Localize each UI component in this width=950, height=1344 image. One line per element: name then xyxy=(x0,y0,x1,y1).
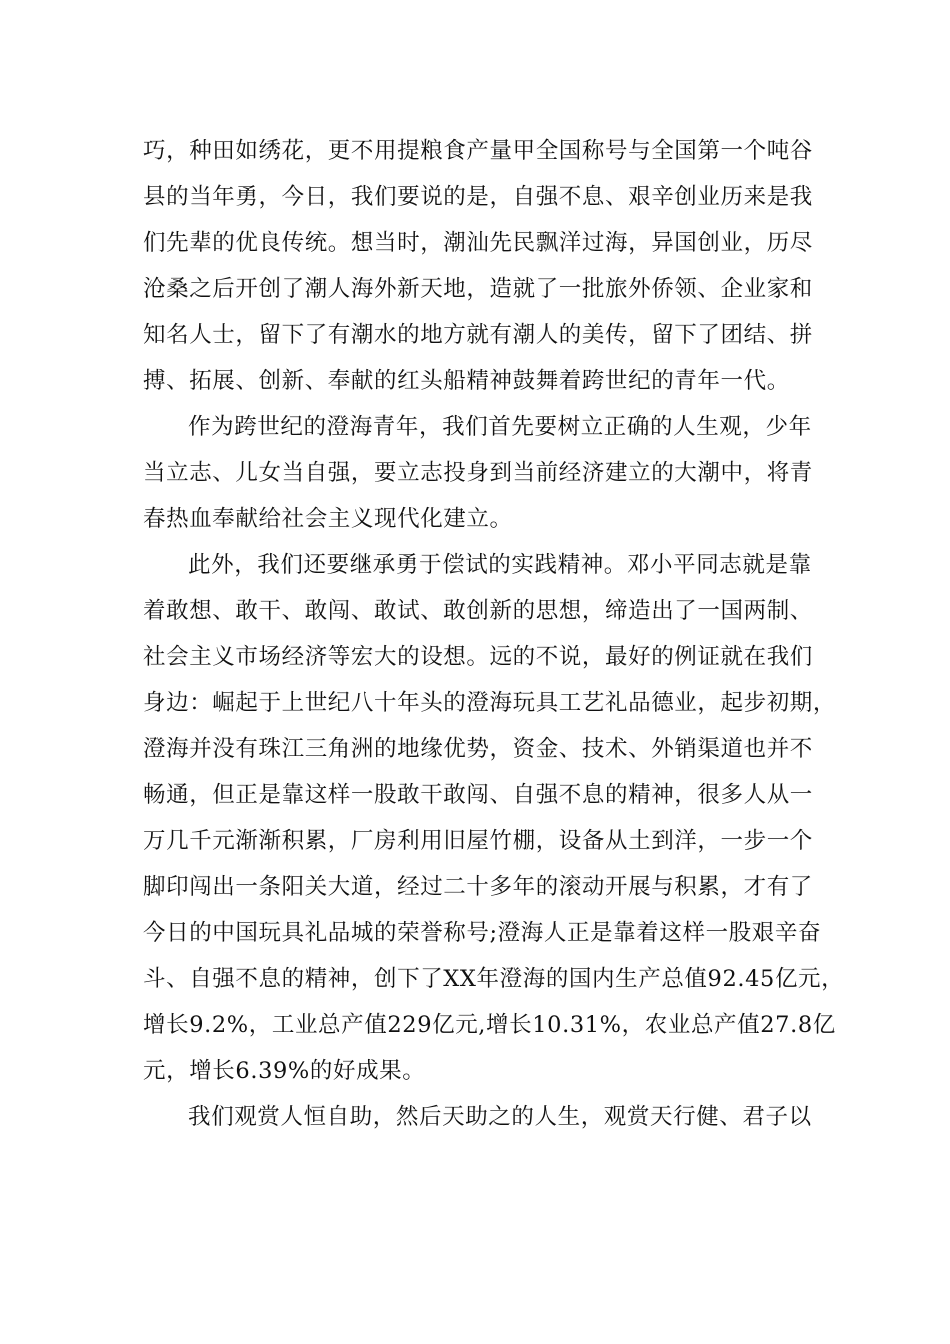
text-line: 今日的中国玩具礼品城的荣誉称号;澄海人正是靠着这样一股艰辛奋 xyxy=(143,920,822,946)
text-line: 县的当年勇，今日，我们要说的是，自强不息、艰辛创业历来是我 xyxy=(143,184,813,210)
paragraph-1 xyxy=(143,128,823,404)
paragraph-3 xyxy=(143,542,845,1094)
text-line: 当立志、儿女当自强，要立志投身到当前经济建立的大潮中，将青 xyxy=(143,460,813,486)
text-line: 万几千元渐渐积累，厂房利用旧屋竹棚，设备从土到洋，一步一个 xyxy=(143,828,813,854)
text-line: 们先辈的优良传统。想当时，潮汕先民飘洋过海，异国创业，历尽 xyxy=(143,230,813,256)
text-line: 澄海并没有珠江三角洲的地缘优势，资金、技术、外销渠道也并不 xyxy=(143,736,813,762)
text-line: 知名人士，留下了有潮水的地方就有潮人的美传，留下了团结、拼 xyxy=(143,322,813,348)
text-line: 元，增长6.39%的好成果。 xyxy=(143,1058,426,1084)
text-line: 增长9.2%，工业总产值229亿元,增长10.31%，农业总产值27.8亿 xyxy=(143,1012,836,1038)
paragraph-2 xyxy=(143,404,823,542)
text-line: 巧，种田如绣花，更不用提粮食产量甲全国称号与全国第一个吨谷 xyxy=(143,138,813,164)
text-line: 此外，我们还要继承勇于偿试的实践精神。邓小平同志就是靠 xyxy=(188,552,812,578)
paragraph-4 xyxy=(143,1094,823,1140)
text-line: 沧桑之后开创了潮人海外新天地，造就了一批旅外侨领、企业家和 xyxy=(143,276,813,302)
text-line: 社会主义市场经济等宏大的设想。远的不说，最好的例证就在我们 xyxy=(143,644,813,670)
text-line: 斗、自强不息的精神，创下了XX年澄海的国内生产总值92.45亿元， xyxy=(143,966,845,992)
text-line: 搏、拓展、创新、奉献的红头船精神鼓舞着跨世纪的青年一代。 xyxy=(143,368,790,394)
text-line: 作为跨世纪的澄海青年，我们首先要树立正确的人生观，少年 xyxy=(188,414,812,440)
text-line: 身边：崛起于上世纪八十年头的澄海玩具工艺礼品德业，起步初期， xyxy=(143,690,837,716)
text-line: 我们观赏人恒自助，然后天助之的人生，观赏天行健、君子以 xyxy=(188,1104,812,1130)
text-line: 春热血奉献给社会主义现代化建立。 xyxy=(143,506,513,532)
text-line: 着敢想、敢干、敢闯、敢试、敢创新的思想，缔造出了一国两制、 xyxy=(143,598,813,624)
body-text xyxy=(143,128,845,1140)
text-line: 脚印闯出一条阳关大道，经过二十多年的滚动开展与积累，才有了 xyxy=(143,874,813,900)
text-line: 畅通，但正是靠这样一股敢干敢闯、自强不息的精神，很多人从一 xyxy=(143,782,813,808)
